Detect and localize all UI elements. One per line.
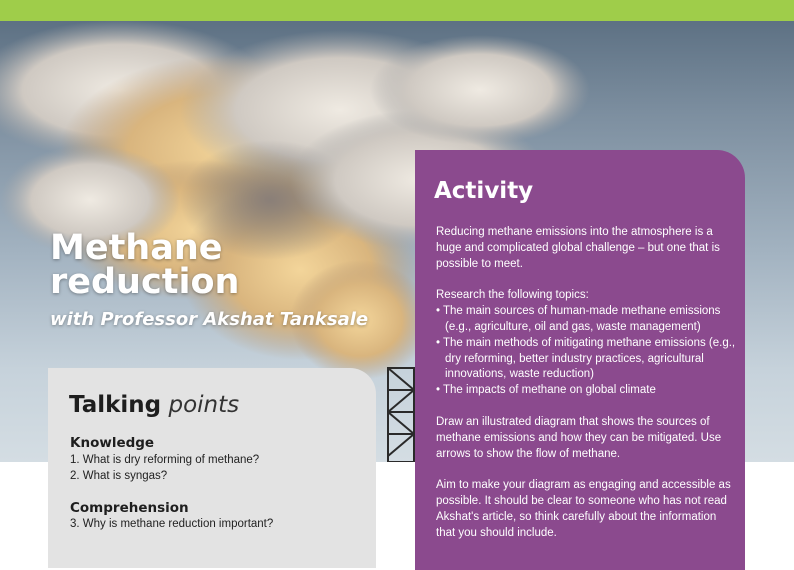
talking-points-heading-light: points <box>168 392 240 418</box>
section-heading-knowledge: Knowledge <box>70 435 155 451</box>
activity-intro: Reducing methane emissions into the atmosphere is a huge and complicated global challenge – but one that is possible to meet. <box>436 226 720 270</box>
talking-points-panel <box>48 368 376 568</box>
question-item: 1. What is dry reforming of methane? <box>70 454 260 466</box>
question-item: 3. Why is methane reduction important? <box>70 518 274 530</box>
activity-body <box>436 225 736 558</box>
activity-title: Activity <box>434 178 534 204</box>
research-topic-item: • The impacts of methane on global climate <box>436 383 736 399</box>
title-line-2: reduction <box>50 262 240 302</box>
header-accent-bar <box>0 0 794 21</box>
research-topic-item: • The main methods of mitigating methane emissions (e.g., dry reforming, better industry practices, agricultural innovations, waste reduction) <box>436 336 736 383</box>
talking-points-heading-bold: Talking <box>69 392 162 418</box>
diagram-instruction: Draw an illustrated diagram that shows the sources of methane emissions and how they can be mitigated. Use arrows to show the flow of methane. <box>436 415 722 460</box>
research-topics-list <box>436 304 736 399</box>
research-lead: Research the following topics: <box>436 289 589 302</box>
section-heading-comprehension: Comprehension <box>70 500 189 516</box>
page-subtitle: with Professor Akshat Tanksale <box>50 309 369 330</box>
title-line-1: Methane <box>50 228 223 268</box>
activity-panel <box>415 150 745 570</box>
page-title <box>50 228 368 302</box>
title-block <box>50 228 369 330</box>
activity-aim: Aim to make your diagram as engaging and accessible as possible. It should be clear to someone who has not read Akshat's article, so think carefully about the information that you should include. <box>436 479 731 539</box>
research-topic-item: • The main sources of human-made methane emissions (e.g., agriculture, oil and gas, waste management) <box>436 304 736 336</box>
talking-points-heading <box>69 392 239 418</box>
question-item: 2. What is syngas? <box>70 470 168 482</box>
